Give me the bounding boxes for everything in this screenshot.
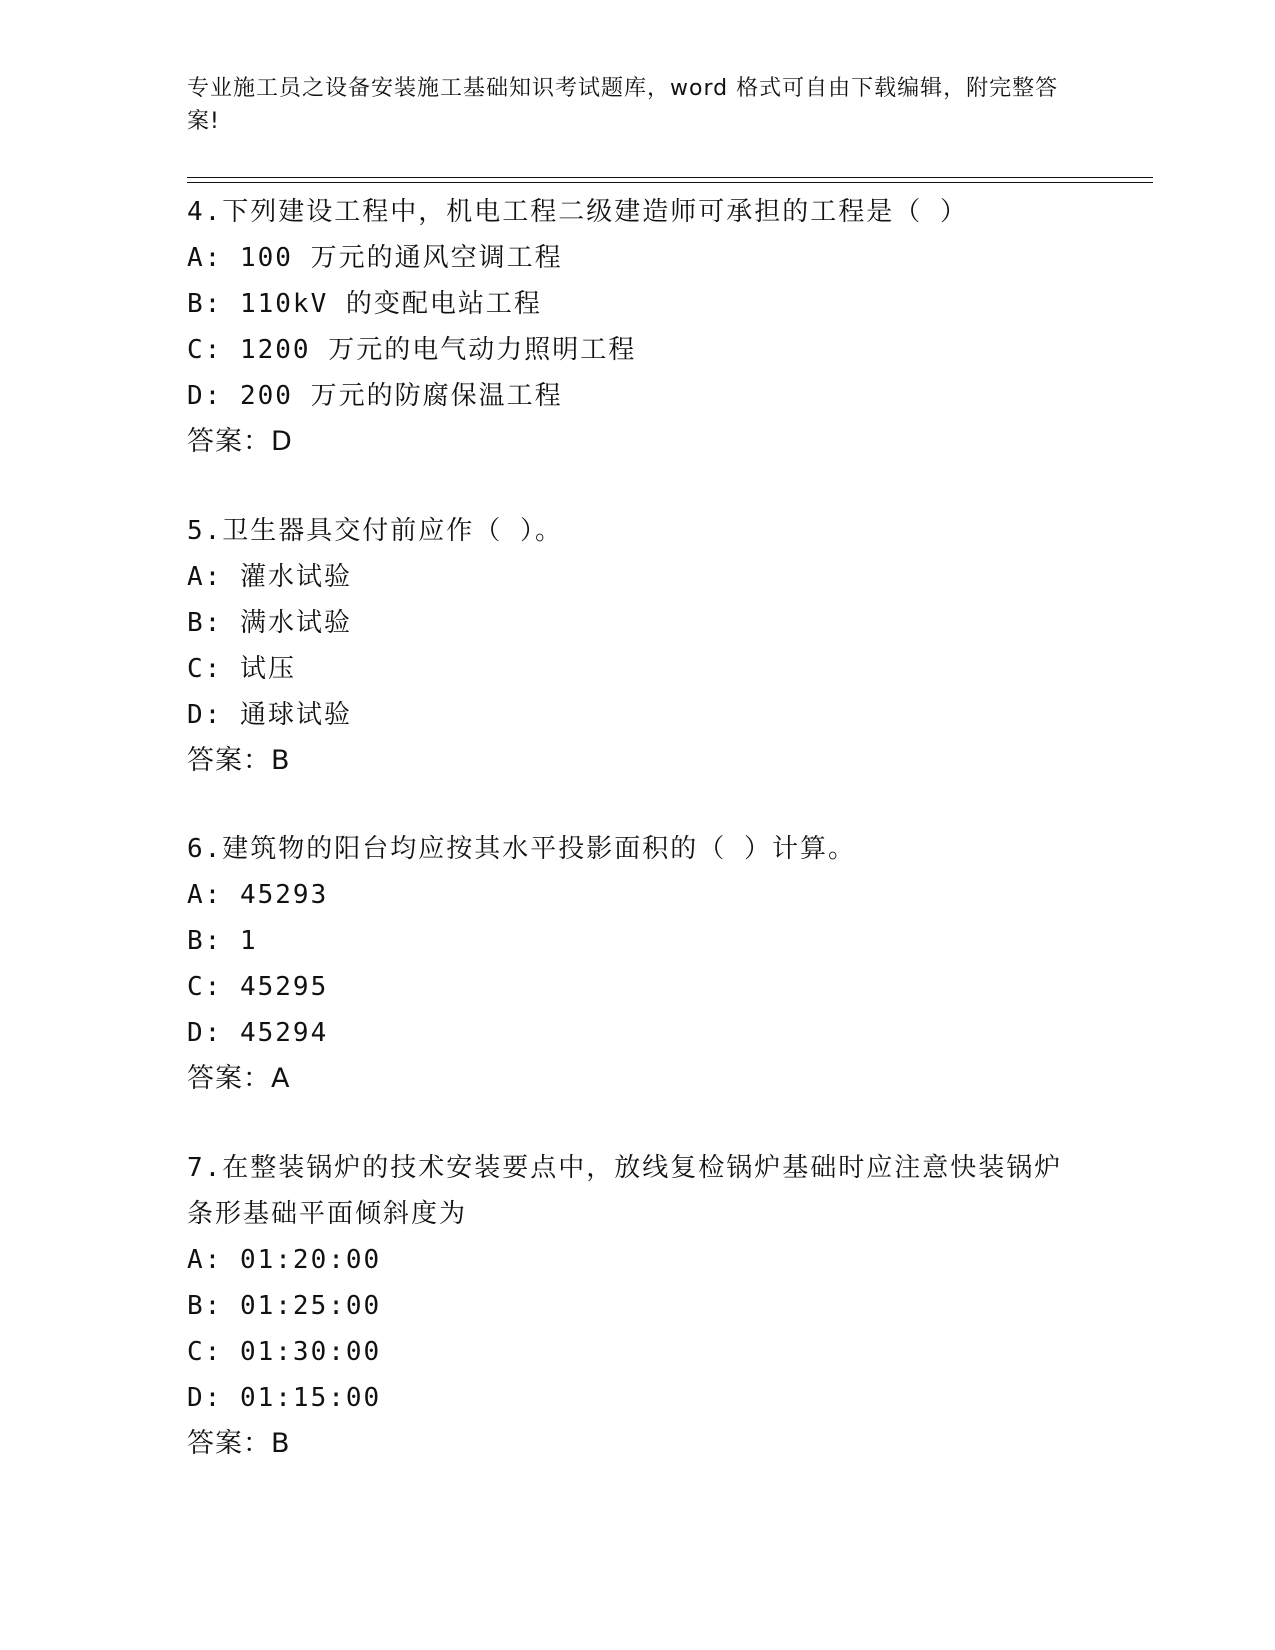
- document-header: 专业施工员之设备安装施工基础知识考试题库，word 格式可自由下载编辑，附完整答案!: [187, 76, 1059, 134]
- answer: 答案：B: [187, 745, 291, 776]
- question-5: [187, 508, 1067, 784]
- option-b: B: 1: [187, 926, 258, 956]
- answer: 答案：B: [187, 1428, 291, 1459]
- question-6: [187, 826, 1067, 1102]
- option-a: A: 45293: [187, 880, 329, 910]
- option-c: C: 1200 万元的电气动力照明工程: [187, 335, 637, 365]
- header-divider-top: [187, 177, 1153, 178]
- answer: 答案：A: [187, 1063, 291, 1094]
- option-b: B: 满水试验: [187, 608, 352, 638]
- question-stem: 6.建筑物的阳台均应按其水平投影面积的（ ）计算。: [187, 834, 856, 864]
- answer: 答案：D: [187, 426, 293, 457]
- option-b: B: 01:25:00: [187, 1291, 382, 1321]
- option-d: D: 01:15:00: [187, 1383, 382, 1413]
- option-c: C: 试压: [187, 654, 296, 684]
- question-stem: 7.在整装锅炉的技术安装要点中，放线复检锅炉基础时应注意快装锅炉条形基础平面倾斜度为: [187, 1153, 1063, 1229]
- option-a: A: 100 万元的通风空调工程: [187, 243, 563, 273]
- option-a: A: 01:20:00: [187, 1245, 382, 1275]
- option-d: D: 200 万元的防腐保温工程: [187, 381, 563, 411]
- question-stem: 4.下列建设工程中，机电工程二级建造师可承担的工程是（ ）: [187, 197, 968, 227]
- option-c: C: 45295: [187, 972, 329, 1002]
- option-d: D: 45294: [187, 1018, 329, 1048]
- option-c: C: 01:30:00: [187, 1337, 382, 1367]
- question-4: [187, 189, 1067, 465]
- option-a: A: 灌水试验: [187, 562, 352, 592]
- option-d: D: 通球试验: [187, 700, 352, 730]
- question-stem: 5.卫生器具交付前应作（ ）。: [187, 516, 563, 546]
- option-b: B: 110kV 的变配电站工程: [187, 289, 542, 319]
- question-7: [187, 1145, 1067, 1467]
- header-divider-bottom: [187, 182, 1153, 183]
